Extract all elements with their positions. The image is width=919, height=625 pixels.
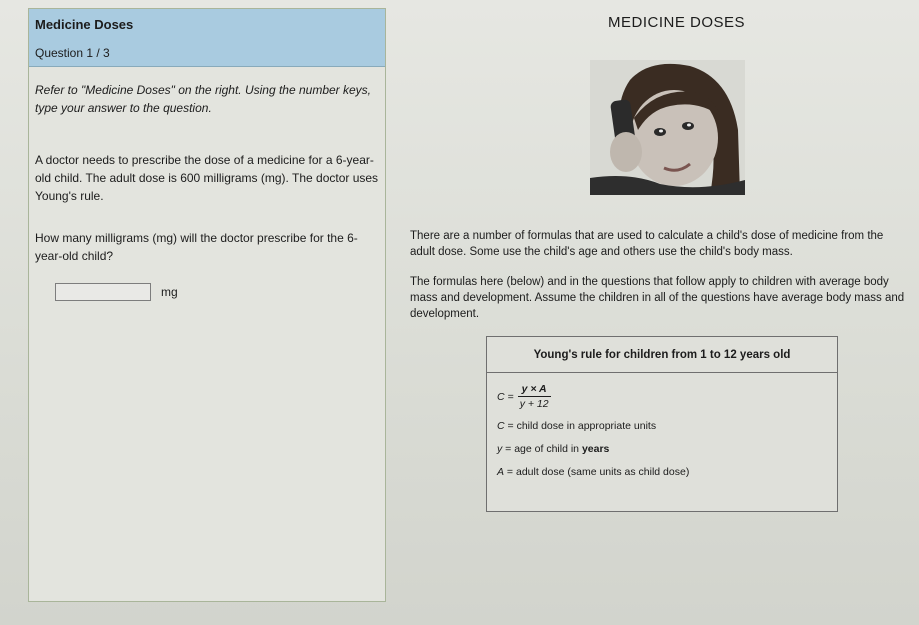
stimulus-title: MEDICINE DOSES bbox=[608, 14, 746, 31]
def-text: adult dose (same units as child dose) bbox=[515, 466, 690, 478]
question-title: Medicine Doses bbox=[35, 17, 134, 32]
def-text: age of child in bbox=[514, 443, 582, 455]
question-body bbox=[29, 67, 385, 301]
def-eq: = bbox=[502, 443, 515, 455]
formula-equation bbox=[497, 383, 837, 410]
formula-body bbox=[487, 373, 837, 478]
def-var: y bbox=[497, 443, 503, 455]
def-var: C bbox=[497, 420, 505, 432]
definition-a bbox=[497, 466, 837, 478]
formula-numerator: y × A bbox=[518, 383, 551, 397]
child-on-phone-image bbox=[590, 60, 745, 195]
youngs-rule-box bbox=[486, 336, 838, 512]
formula-heading: Young's rule for children from 1 to 12 years old bbox=[487, 337, 837, 373]
def-text: child dose in appropriate units bbox=[516, 420, 657, 432]
formula-fraction bbox=[518, 383, 551, 410]
def-emphasis: years bbox=[581, 443, 610, 455]
answer-unit: mg bbox=[161, 285, 178, 299]
def-var: A bbox=[497, 466, 505, 478]
formula-lhs: C = bbox=[497, 390, 514, 403]
problem-text: A doctor needs to prescribe the dose of a medicine for a 6-year-old child. The adult dose is 600 milligrams (mg). The doctor uses Young's rule. bbox=[35, 153, 379, 203]
def-eq: = bbox=[504, 420, 517, 432]
instruction-text: Refer to "Medicine Doses" on the right. Using the number keys, type your answer to the question. bbox=[35, 83, 372, 115]
answer-input[interactable] bbox=[55, 283, 151, 301]
intro-paragraph: There are a number of formulas that are used to calculate a child's dose of medicine from the adult dose. Some use the child's age and others use the child's body mass. bbox=[410, 229, 884, 258]
child-on-phone-photo bbox=[590, 60, 745, 195]
answer-row bbox=[55, 283, 379, 301]
question-header bbox=[29, 9, 385, 67]
question-text: How many milligrams (mg) will the doctor prescribe for the 6-year-old child? bbox=[35, 231, 358, 263]
definition-y bbox=[497, 443, 837, 455]
definition-c bbox=[497, 420, 837, 432]
formula-denominator: y + 12 bbox=[519, 398, 549, 410]
question-panel bbox=[28, 8, 386, 602]
def-eq: = bbox=[504, 466, 516, 478]
question-counter: Question 1 / 3 bbox=[35, 46, 110, 60]
assumption-paragraph: The formulas here (below) and in the questions that follow apply to children with average body mass and development. Assume the children in all of the questions have average body mass and development. bbox=[410, 275, 905, 320]
